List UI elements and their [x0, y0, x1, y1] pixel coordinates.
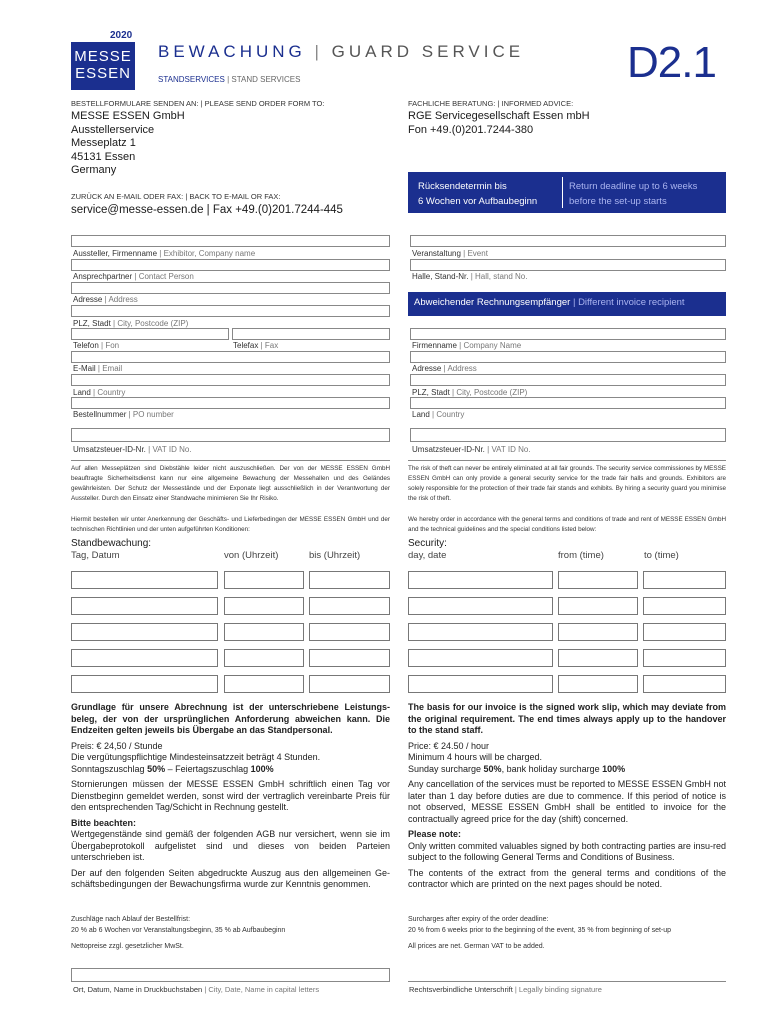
to-time-input-en[interactable] — [643, 597, 726, 615]
return-label: ZURÜCK AN E-MAIL ODER FAX: | BACK TO E-MAIL OR FAX: — [71, 192, 281, 201]
footer-de — [71, 914, 390, 952]
recipient-address-label: Adresse | Address — [412, 364, 477, 373]
recipient-company-label: Firmenname | Company Name — [412, 341, 522, 350]
invoice-recipient-header — [408, 292, 726, 316]
deadline-de — [408, 177, 563, 208]
col-from-en: from (time) — [558, 550, 604, 561]
from-time-input-en[interactable] — [558, 597, 638, 615]
note-en: Only written commited valuables signed by both contracting parties are insu-red subject to the following General Terms and Conditions of Business. — [408, 840, 726, 862]
note-title-de: Bitte beachten: — [71, 817, 137, 828]
from-time-input-en[interactable] — [558, 623, 638, 641]
order-statement-de: Hiermit bestellen wir unter Anerkennung der Geschäfts- und Lieferbedingen der MESSE ESSEN GmbH und der technischen Richtlinien und der unten aufgeführten Konditionen: — [71, 516, 390, 533]
day-input[interactable] — [71, 597, 218, 615]
cancel-en: Any cancellation of the services must be reported to MESSE ESSEN GmbH not later than 1 day before duties are due to commence. If this period of notice is not observed, MESSE ESSEN GmbH shall be entitled to invoice for the contractually agreed price for the day (shift) concerned. — [408, 779, 726, 824]
price-en: Price: € 24.50 / hour — [408, 740, 490, 751]
to-time-input[interactable] — [309, 597, 390, 615]
deadline-de-line: Rücksendetermin bis — [418, 181, 507, 192]
fax-input[interactable] — [232, 328, 390, 340]
country-label: Land | Country — [73, 388, 126, 397]
minimum-en: Minimum 4 hours will be charged. — [408, 752, 543, 762]
page-title — [158, 42, 524, 62]
fax-label: Telefax | Fax — [233, 341, 279, 350]
messe-essen-logo — [71, 42, 135, 90]
minimum-de: Die vergütungspflichtige Mindesteinsatzzeit beträgt 4 Stunden. — [71, 752, 321, 762]
surcharge-en: Sunday surcharge 50%, bank holiday surcharge 100% — [408, 763, 626, 774]
phone-label: Telefon | Fon — [73, 341, 120, 350]
email-input[interactable] — [71, 351, 390, 363]
vat-input[interactable] — [71, 428, 390, 442]
order-statement-en: We hereby order in accordance with the general terms and conditions of trade and rent of MESSE ESSEN GmbH and the technical guidelines and the special conditions listed below: — [408, 516, 726, 533]
invoice-recipient-de: Abweichender Rechnungsempfänger — [414, 297, 571, 308]
city-date-name-label: Ort, Datum, Name in Druckbuchstaben | City, Date, Name in capital letters — [73, 985, 320, 994]
exhibitor-label: Aussteller, Firmenname | Exhibitor, Company name — [73, 249, 256, 258]
to-time-input[interactable] — [309, 623, 390, 641]
note-title-en: Please note: — [408, 829, 462, 839]
col-day-en: day, date — [408, 550, 447, 561]
basis-de: Grundlage für unsere Abrechnung ist der unterschriebene Leistungs-beleg, der von der ursprünglichen Anforderung abweichen kann. Die Endzeiten gelten jeweils bis Übergabe an das Standpersonal. — [71, 702, 390, 735]
day-input[interactable] — [71, 649, 218, 667]
terms-en — [408, 702, 726, 891]
recipient-company-input[interactable] — [410, 328, 726, 340]
advice-label: FACHLICHE BERATUNG: | INFORMED ADVICE: — [408, 99, 574, 108]
address-input[interactable] — [71, 282, 390, 294]
security-title-en: Security: — [408, 538, 447, 549]
terms-de — [71, 702, 390, 891]
surcharge-rates-de: 20 % ab 6 Wochen vor Veranstaltungsbeginn, 35 % ab Aufbaubeginn — [71, 927, 286, 934]
surcharge-title-en: Surcharges after expiry of the order deadline: — [408, 916, 549, 923]
city-label: PLZ, Stadt | City, Postcode (ZIP) — [73, 319, 189, 328]
surcharge-title-de: Zuschläge nach Ablauf der Bestellfrist: — [71, 916, 191, 923]
deadline-en — [563, 177, 697, 208]
to-time-input-en[interactable] — [643, 649, 726, 667]
address-line: MESSE ESSEN GmbH — [71, 110, 185, 122]
date-input[interactable] — [408, 675, 553, 693]
surcharge-rates-en: 20 % from 6 weeks prior to the beginning of the event, 35 % from beginning of set-up — [408, 927, 672, 934]
send-to-address — [71, 110, 185, 178]
date-input[interactable] — [408, 623, 553, 641]
form-code: D2.1 — [627, 38, 716, 87]
footer-en — [408, 914, 726, 952]
advice-phone: Fon +49.(0)201.7244-380 — [408, 123, 534, 136]
basis-en: The basis for our invoice is the signed work slip, which may deviate from the original requirement. The end times always apply up to the handover to the stand staff. — [408, 702, 726, 735]
deadline-en-line: before the set-up starts — [569, 196, 667, 207]
return-contact: service@messe-essen.de | Fax +49.(0)201.7244-445 — [71, 204, 343, 216]
net-prices-de: Nettopreise zzgl. gesetzlicher MwSt. — [71, 943, 184, 950]
to-time-input-en[interactable] — [643, 675, 726, 693]
contact-person-label: Ansprechpartner | Contact Person — [73, 272, 194, 281]
address-line: Messeplatz 1 — [71, 137, 136, 149]
advice-block — [408, 110, 590, 137]
to-time-input[interactable] — [309, 675, 390, 693]
from-time-input-en[interactable] — [558, 571, 638, 589]
invoice-recipient-en: | Different invoice recipient — [572, 297, 685, 308]
event-label: Veranstaltung | Event — [412, 249, 488, 258]
title-de: BEWACHUNG — [158, 42, 306, 61]
address-label: Adresse | Address — [73, 295, 138, 304]
date-input[interactable] — [408, 571, 553, 589]
from-time-input[interactable] — [224, 623, 304, 641]
col-from-de: von (Uhrzeit) — [224, 550, 279, 561]
to-time-input[interactable] — [309, 571, 390, 589]
cancel-de: Stornierungen müssen der MESSE ESSEN GmbH schriftlich einen Tag vor Dienstbeginn gemeldet werden, sonst wird der vertraglich vereinbarte Preis für den entsprechenden Tag/Schicht in Rechnung gestellt. — [71, 779, 390, 812]
hall-stand-label: Halle, Stand-Nr. | Hall, stand No. — [412, 272, 528, 281]
phone-input[interactable] — [71, 328, 229, 340]
year-label: 2020 — [110, 30, 133, 41]
note-de: Wertgegenstände sind gemäß der folgenden AGB nur versichert, wenn sie im Übergabeprotokoll aufgelistet sind und dieses von beiden Parteien unterschrieben ist. — [71, 829, 390, 862]
vat-label: Umsatzsteuer-ID-Nr. | VAT ID No. — [73, 445, 192, 454]
col-to-de: bis (Uhrzeit) — [309, 550, 361, 561]
to-time-input-en[interactable] — [643, 571, 726, 589]
page-subtitle — [158, 75, 300, 84]
from-time-input[interactable] — [224, 571, 304, 589]
day-input[interactable] — [71, 675, 218, 693]
extract-de: Der auf den folgenden Seiten abgedruckte Auszug aus den allgemeinen Ge-schäftsbedingungen der Bewachungsfirma wurde zur Kenntnis genommen. — [71, 867, 390, 889]
city-input[interactable] — [71, 305, 390, 317]
surcharge-de: Sonntagszuschlag 50% – Feiertagszuschlag 100% — [71, 763, 274, 774]
from-time-input[interactable] — [224, 597, 304, 615]
col-day-de: Tag, Datum — [71, 550, 120, 561]
address-line: Germany — [71, 164, 117, 176]
subtitle-de: STANDSERVICES — [158, 75, 225, 84]
send-to-label: BESTELLFORMULARE SENDEN AN: | PLEASE SEND ORDER FORM TO: — [71, 99, 325, 108]
day-input[interactable] — [71, 623, 218, 641]
deadline-banner — [408, 172, 726, 213]
address-line: Ausstellerservice — [71, 123, 155, 136]
security-title-de: Standbewachung: — [71, 538, 152, 549]
price-de: Preis: € 24,50 / Stunde — [71, 740, 163, 751]
recipient-country-input[interactable] — [410, 397, 726, 409]
advice-company: RGE Servicegesellschaft Essen mbH — [408, 110, 590, 122]
po-number-input[interactable] — [71, 397, 390, 409]
net-prices-en: All prices are net. German VAT to be added. — [408, 943, 545, 950]
title-en: GUARD SERVICE — [331, 42, 525, 61]
signature-line[interactable] — [408, 981, 726, 982]
from-time-input-en[interactable] — [558, 649, 638, 667]
contact-person-input[interactable] — [71, 259, 390, 271]
signature-label: Rechtsverbindliche Unterschrift | Legally binding signature — [409, 985, 602, 994]
logo-line-2: ESSEN — [75, 65, 131, 82]
recipient-address-input[interactable] — [410, 351, 726, 363]
date-input[interactable] — [408, 649, 553, 667]
title-separator: | — [314, 42, 323, 61]
logo-line-1: MESSE — [74, 48, 132, 65]
po-number-label: Bestellnummer | PO number — [73, 410, 174, 419]
email-label: E-Mail | Email — [73, 364, 123, 373]
to-time-input[interactable] — [309, 649, 390, 667]
recipient-city-input[interactable] — [410, 374, 726, 386]
risk-notice-de: Auf allen Messeplätzen sind Diebstähle leider nicht auszuschließen. Der von der MESSE ESSEN GmbH beauftragte Sicherheitsdienst kann nur eine allgemeine Bewachung der Messehallen und des Geländes gewährleisten. Der Schutz der Messestände und der Exponate liegt ausschließlich in der Verantwortung der Aussteller. Durch den Einsatz einer Standwache minimieren Sie Ihr Risiko. — [71, 465, 390, 502]
recipient-vat-label: Umsatzsteuer-ID-Nr. | VAT ID No. — [412, 445, 531, 454]
date-input[interactable] — [408, 597, 553, 615]
to-time-input-en[interactable] — [643, 623, 726, 641]
event-input[interactable] — [410, 235, 726, 247]
recipient-country-label: Land | Country — [412, 410, 465, 419]
from-time-input-en[interactable] — [558, 675, 638, 693]
deadline-en-line: Return deadline up to 6 weeks — [569, 181, 698, 192]
country-input[interactable] — [71, 374, 390, 386]
col-to-en: to (time) — [644, 550, 679, 561]
hall-stand-input[interactable] — [410, 259, 726, 271]
from-time-input[interactable] — [224, 675, 304, 693]
deadline-de-line: 6 Wochen vor Aufbaubeginn — [418, 196, 538, 207]
subtitle-en: | STAND SERVICES — [227, 75, 301, 84]
from-time-input[interactable] — [224, 649, 304, 667]
city-date-name-input[interactable] — [71, 968, 390, 982]
risk-notice-en: The risk of theft can never be entirely eliminated at all fair grounds. The security service commissiones by MESSE ESSEN GmbH can only provide a general security service for the trade fair halls and grounds. Exhibitors are solely responsible for the protection of their trade fair stands and exhibits. By hiring a security guard you minimise the risk of theft. — [408, 465, 726, 502]
extract-en: The contents of the extract from the general terms and conditions of the contractor which are printed on the next pages should be noted. — [408, 867, 726, 889]
day-input[interactable] — [71, 571, 218, 589]
recipient-city-label: PLZ, Stadt | City, Postcode (ZIP) — [412, 388, 528, 397]
recipient-vat-input[interactable] — [410, 428, 726, 442]
address-line: 45131 Essen — [71, 150, 136, 163]
exhibitor-input[interactable] — [71, 235, 390, 247]
